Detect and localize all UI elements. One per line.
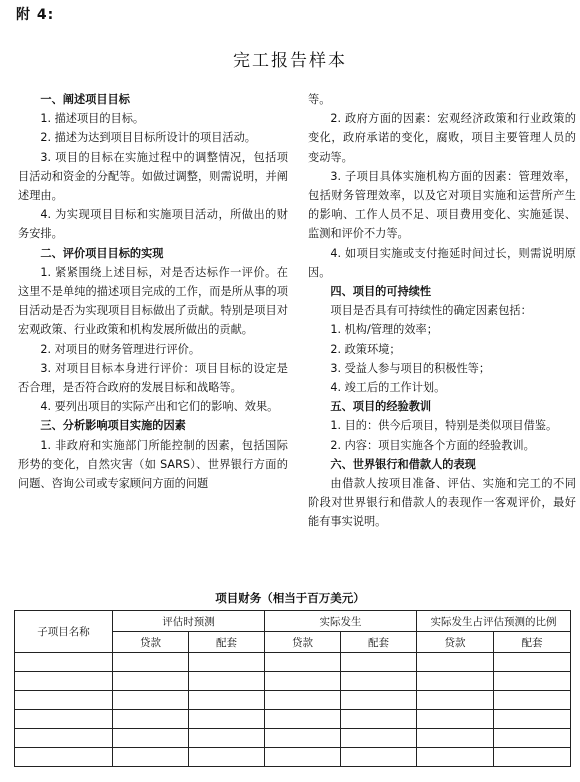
table-cell [15,653,113,672]
section-heading: 二、评价项目目标的实现 [40,246,164,260]
paragraph: 等。 [308,93,331,106]
table-row [15,748,571,767]
table-cell [341,691,417,710]
table-row [15,653,571,672]
table-cell [494,653,571,672]
table-header-subproject: 子项目名称 [15,611,113,653]
table-row [15,710,571,729]
table-cell [113,748,189,767]
paragraph: 2. 政府方面的因素：宏观经济政策和行业政策的变化，政府承诺的变化，腐败，项目主要管理人员的变动等。 [308,112,576,164]
table-cell [341,748,417,767]
paragraph: 3. 子项目具体实施机构方面的因素：管理效率，包括财务管理效率，以及它对项目实施和运营所产生的影响、工作人员不足、项目费用变化、实施延误、监测和评价不力等。 [308,169,576,241]
table-cell [494,748,571,767]
paragraph: 1. 非政府和实施部门所能控制的因素，包括国际形势的变化，自然灾害（如 SARS）、世界银行方面的问题、咨询公司或专家顾问方面的问题 [18,438,288,491]
table-subheader-counterpart: 配套 [341,632,417,653]
table-cell [265,653,341,672]
table-cell [341,729,417,748]
table-cell [113,710,189,729]
table-cell [417,710,494,729]
table-cell [265,691,341,710]
section-heading: 四、项目的可持续性 [330,285,432,299]
table-cell [417,729,494,748]
table-header-actual: 实际发生 [265,611,417,632]
table-cell [417,748,494,767]
table-cell [189,672,265,691]
table-cell [494,691,571,710]
table-cell [113,653,189,672]
paragraph: 项目是否具有可持续性的确定因素包括： [330,304,532,318]
table-subheader-loan: 贷款 [417,632,494,653]
section-heading: 六、世界银行和借款人的表现 [330,457,476,471]
table-cell [417,672,494,691]
paragraph: 4. 如项目实施或支付拖延时间过长，则需说明原因。 [308,246,576,279]
table-cell [341,653,417,672]
section-heading: 三、分析影响项目实施的因素 [40,419,186,433]
document-title: 完工报告样本 [233,51,347,71]
paragraph: 3. 项目的目标在实施过程中的调整情况，包括项目活动和资金的分配等。如做过调整，则需说明，并阐述理由。 [18,150,288,203]
table-cell [189,729,265,748]
section-heading: 五、项目的经验教训 [330,400,432,414]
table-cell [189,710,265,729]
right-column [308,90,576,532]
paragraph: 1. 紧紧围绕上述目标，对是否达标作一评价。在这里不是单纯的描述项目完成的工作，而是所从事的项目活动是否为实现项目目标做出了贡献。特别是项目对宏观政策、行业政策和机构发展所做出的贡献。 [18,265,288,337]
appendix-label: 附 4: [16,7,55,23]
table-cell [189,748,265,767]
table-subheader-loan: 贷款 [113,632,189,653]
table-cell [113,672,189,691]
paragraph: 4. 为实现项目目标和实施项目活动，所做出的财务安排。 [18,208,288,241]
table-cell [113,729,189,748]
table-cell [417,653,494,672]
table-header-appraisal: 评估时预测 [113,611,265,632]
table-cell [15,710,113,729]
table-cell [189,653,265,672]
table-cell [265,729,341,748]
paragraph: 4. 要列出项目的实际产出和它们的影响、效果。 [40,400,279,414]
table-cell [113,691,189,710]
table-cell [494,710,571,729]
table-caption: 项目财务（相当于百万美元） [215,591,365,605]
table-header-ratio: 实际发生占评估预测的比例 [417,611,571,632]
table-cell [15,748,113,767]
table-cell [265,710,341,729]
table-cell [15,672,113,691]
table-subheader-loan: 贷款 [265,632,341,653]
table-cell [494,729,571,748]
paragraph: 3. 受益人参与项目的积极性等； [330,361,491,375]
paragraph: 2. 对项目的财务管理进行评价。 [40,342,201,356]
table-row [15,672,571,691]
table-cell [341,672,417,691]
paragraph: 2. 描述为达到项目目标所设计的项目活动。 [40,131,256,145]
paragraph: 2. 内容：项目实施各个方面的经验教训。 [330,438,535,452]
table-cell [341,710,417,729]
paragraph: 4. 竣工后的工作计划。 [330,381,446,395]
project-finance-table [14,610,571,767]
paragraph: 3. 对项目目标本身进行评价：项目目标的设定是否合理，是否符合政府的发展目标和战略等。 [18,361,288,395]
section-heading: 一、阐述项目目标 [40,93,130,106]
table-subheader-counterpart: 配套 [494,632,571,653]
table-subheader-counterpart: 配套 [189,632,265,653]
table-cell [265,672,341,691]
paragraph: 1. 目的：供今后项目，特别是类似项目借鉴。 [330,419,558,433]
table-cell [189,691,265,710]
left-column [18,90,288,493]
table-cell [15,729,113,748]
table-row [15,691,571,710]
table-cell [15,691,113,710]
paragraph: 1. 机构/管理的效率； [330,323,438,337]
table-cell [494,672,571,691]
table-cell [417,691,494,710]
paragraph: 由借款人按项目准备、评估、实施和完工的不同阶段对世界银行和借款人的表现作一客观评价，最好能有事实说明。 [308,477,576,529]
table-cell [265,748,341,767]
paragraph: 2. 政策环境； [330,342,401,356]
paragraph: 1. 描述项目的目标。 [40,112,145,126]
table-row [15,729,571,748]
